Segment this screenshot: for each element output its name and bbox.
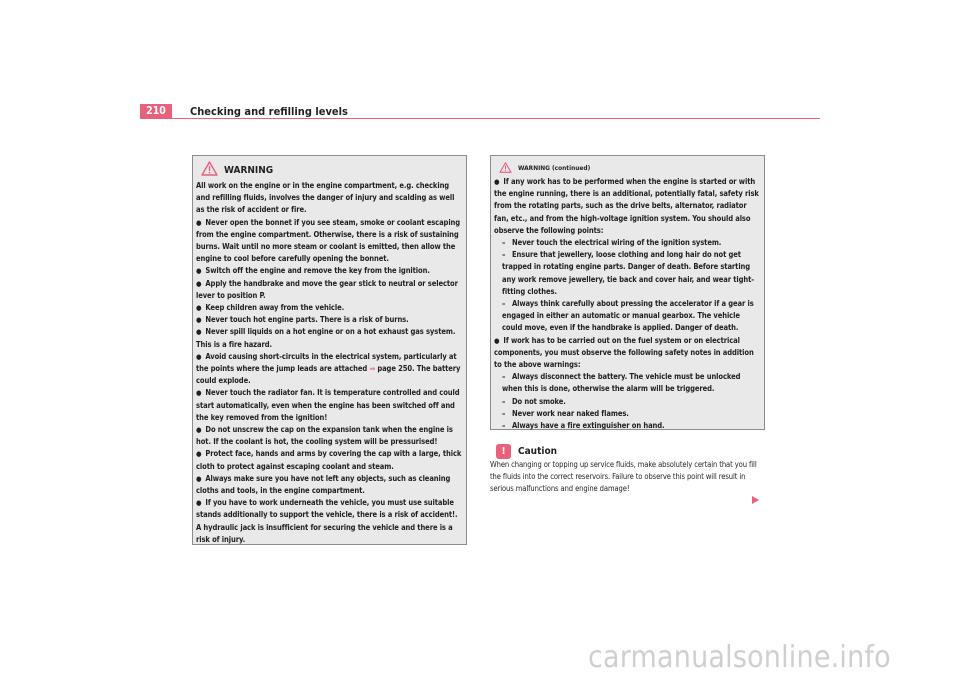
subitem-text: Do not smoke. bbox=[512, 396, 566, 406]
caution-text: When changing or topping up service fluids, make absolutely certain that you fill the fluids into the correct reservoirs. Failure to observe this point will result in serious malfunctions and engine damage! bbox=[490, 460, 757, 494]
warning-item: ● Protect face, hands and arms by covering the cap with a large, thick cloth to protect against escaping coolant and steam. bbox=[196, 448, 463, 472]
warning-subitem: – Never touch the electrical wiring of the ignition system. bbox=[502, 238, 722, 248]
warning-item-with-ref bbox=[196, 351, 463, 388]
caution-icon: ! bbox=[496, 444, 511, 459]
page-ref-arrow-icon: ⇒ bbox=[369, 364, 376, 374]
warning-continued-box bbox=[490, 155, 765, 430]
warning-continued-body bbox=[494, 176, 761, 432]
warning-continued-title: WARNING (continued) bbox=[518, 164, 591, 172]
page-title: Checking and refilling levels bbox=[190, 105, 348, 118]
subitem-text: Always think carefully about pressing the accelerator if a gear is engaged in either an automatic or manual gearbox. The vehicle could move, even if the handbrake is applied. Danger of death. bbox=[502, 299, 754, 333]
warning-item: ● If any work has to be performed when the engine is started or with the engine running, there is an additional, potentially fatal, safety risk from the rotating parts, such as the drive belts, alternator, radiator fan, etc., and from the high-voltage ignition system. You should also observe the following points: bbox=[494, 176, 761, 237]
warning-item: ● Never open the bonnet if you see steam, smoke or coolant escaping from the engine compartment. Otherwise, there is a risk of sustaining burns. Wait until no more steam or coolant is emitted, then allow the engine to cool before carefully opening the bonnet. bbox=[196, 217, 463, 266]
warning-title: WARNING bbox=[224, 164, 274, 176]
caution-header bbox=[496, 444, 557, 459]
warning-item: ● If work has to be carried out on the fuel system or on electrical components, you must observe the following safety notes in addition to the above warnings: bbox=[494, 335, 761, 372]
warning-subitem: – Do not smoke. bbox=[502, 396, 566, 406]
subitem-text: Always disconnect the battery. The vehicle must be unlocked when this is done, otherwise the alarm will be triggered. bbox=[502, 372, 741, 394]
warning-subitem: – Never work near naked flames. bbox=[502, 408, 629, 418]
warning-subitem: – Always think carefully about pressing the accelerator if a gear is engaged in either an automatic or manual gearbox. The vehicle could move, even if the handbrake is applied. Danger of death. bbox=[502, 299, 754, 333]
warning-continued-header bbox=[494, 160, 761, 176]
watermark: carmanualsonline.info bbox=[588, 640, 891, 675]
warning-item: ● Never touch the radiator fan. It is temperature controlled and could start automatically, even when the engine has been switched off and the key removed from the ignition! bbox=[196, 387, 463, 424]
next-page-arrow-icon[interactable] bbox=[752, 496, 759, 504]
warning-header bbox=[196, 160, 463, 180]
warning-triangle-icon bbox=[201, 161, 224, 179]
subitem-text: Always have a fire extinguisher on hand. bbox=[512, 421, 665, 431]
warning-item: ● Apply the handbrake and move the gear stick to neutral or selector lever to position P. bbox=[196, 278, 463, 302]
warning-subitem: – Ensure that jewellery, loose clothing and long hair do not get trapped in rotating engine parts. Danger of death. Before starting any work remove jewellery, tie back and cover hair, and wear tight-fitting clothes. bbox=[502, 250, 754, 296]
subitem-text: Never work near naked flames. bbox=[512, 408, 629, 418]
warning-item-text: Avoid causing short-circuits in the electrical system, particularly at the points where the jump leads are attached bbox=[196, 351, 457, 374]
warning-subitem: – Always disconnect the battery. The vehicle must be unlocked when this is done, otherwise the alarm will be triggered. bbox=[502, 372, 741, 394]
warning-item: ● Keep children away from the vehicle. bbox=[196, 302, 463, 314]
page-ref-link[interactable]: page 250. The battery could explode. bbox=[196, 364, 461, 386]
warning-item: ● Never touch hot engine parts. There is a risk of burns. bbox=[196, 314, 463, 326]
warning-triangle-icon bbox=[499, 162, 518, 175]
warning-intro: All work on the engine or in the engine compartment, e.g. checking and refilling fluids, involves the danger of injury and scalding as well as the risk of accident or fire. bbox=[196, 181, 455, 215]
warning-subitem: – Always have a fire extinguisher on hand. bbox=[502, 421, 665, 431]
warning-box bbox=[192, 155, 467, 545]
page-number: 210 bbox=[140, 104, 172, 119]
warning-item: ● Always make sure you have not left any objects, such as cleaning cloths and tools, in the engine compartment. bbox=[196, 473, 463, 497]
warning-item: ● If you have to work underneath the vehicle, you must use suitable stands additionally to support the vehicle, there is a risk of accident!. A hydraulic jack is insufficient for securing the vehicle and there is a risk of injury. bbox=[196, 497, 463, 546]
warning-body bbox=[196, 180, 463, 546]
warning-item: ● Never spill liquids on a hot engine or on a hot exhaust gas system. This is a fire hazard. bbox=[196, 326, 463, 350]
subitem-text: Never touch the electrical wiring of the ignition system. bbox=[512, 238, 722, 248]
warning-item: ● Do not unscrew the cap on the expansion tank when the engine is hot. If the coolant is hot, the cooling system will be pressurised! bbox=[196, 424, 463, 448]
subitem-text: Ensure that jewellery, loose clothing and long hair do not get trapped in rotating engine parts. Danger of death. Before starting any work remove jewellery, tie back and cover hair, and wear tight-fitting clothes. bbox=[502, 250, 754, 296]
header-divider bbox=[172, 118, 820, 119]
caution-title: Caution bbox=[518, 446, 558, 457]
warning-item: ● Switch off the engine and remove the key from the ignition. bbox=[196, 265, 463, 277]
